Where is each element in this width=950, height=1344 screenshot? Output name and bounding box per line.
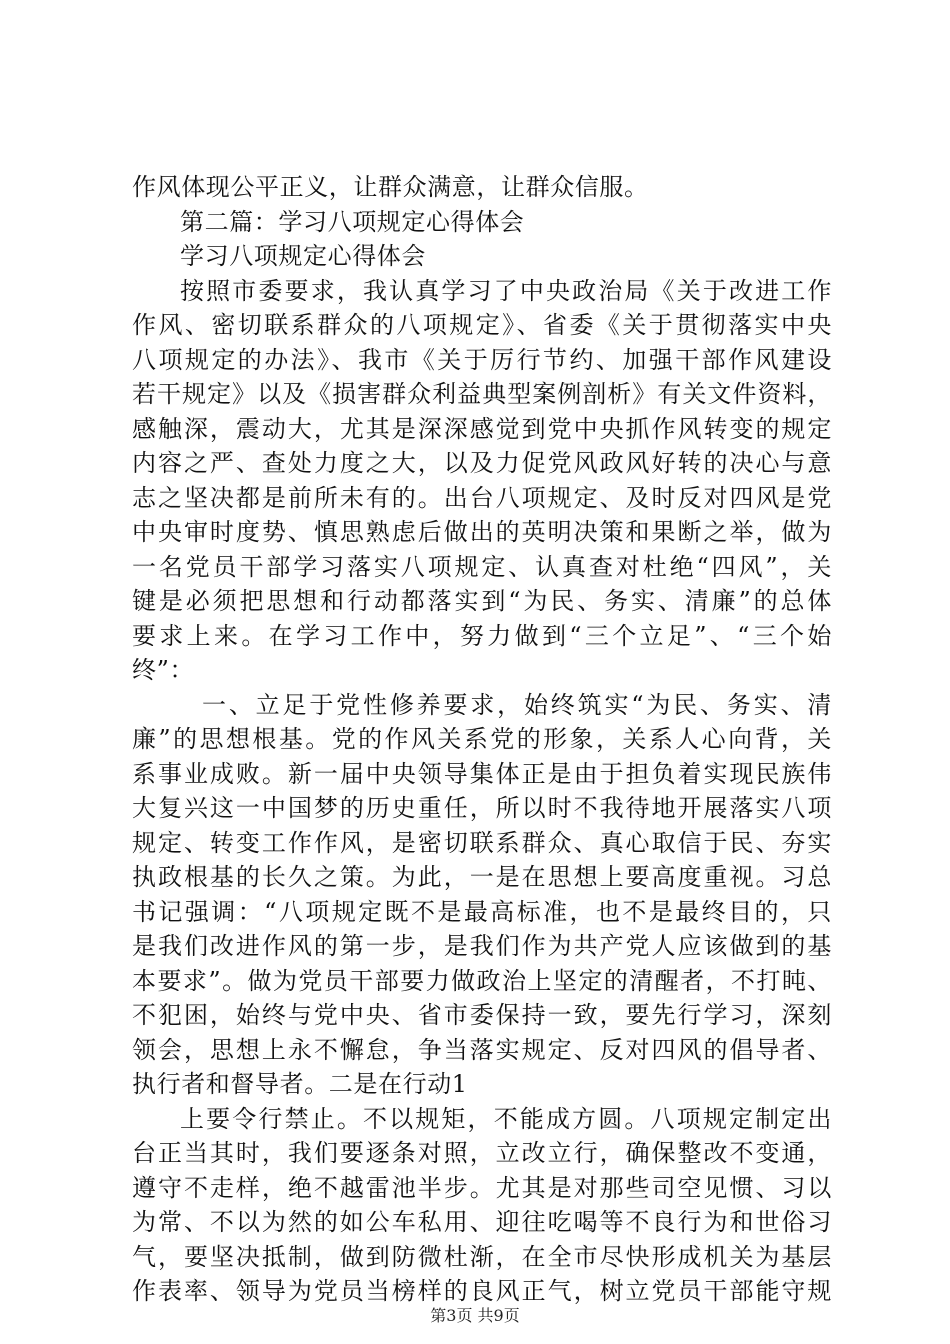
text-line: 一名党员干部学习落实八项规定、认真查对杜绝“四风”，关 — [132, 552, 832, 581]
document-body — [132, 170, 832, 1309]
text-line: 要求上来。在学习工作中，努力做到“三个立足”、“三个始 — [132, 621, 832, 650]
text-line: 规定、转变工作作风，是密切联系群众、真心取信于民、夯实 — [132, 828, 832, 857]
text-line: 上要令行禁止。不以规矩，不能成方圆。八项规定制定出 — [180, 1104, 832, 1133]
article-title: 学习八项规定心得体会 — [180, 242, 426, 270]
page-number: 第3页 共9页 — [430, 1306, 520, 1325]
text-line: 廉”的思想根基。党的作风关系党的形象，关系人心向背，关 — [132, 725, 832, 753]
section-heading: 第二篇：学习八项规定心得体会 — [180, 207, 525, 236]
text-line: 一、立足于党性修养要求，始终筑实“为民、务实、清 — [202, 690, 832, 719]
text-line: 气，要坚决抵制，做到防微杜渐，在全市尽快形成机关为基层 — [132, 1242, 832, 1271]
text-line: 本要求”。做为党员干部要力做政治上坚定的清醒者，不打盹、 — [132, 966, 832, 995]
text-line: 台正当其时，我们要逐条对照，立改立行，确保整改不变通， — [132, 1139, 832, 1167]
text-line: 志之坚决都是前所未有的。出台八项规定、及时反对四风是党 — [132, 483, 832, 512]
text-line: 键是必须把思想和行动都落实到“为民、务实、清廉”的总体 — [132, 587, 832, 615]
text-line: 为常、不以为然的如公车私用、迎往吃喝等不良行为和世俗习 — [132, 1208, 832, 1236]
text-line: 终”： — [132, 656, 195, 684]
text-line: 执行者和督导者。二是在行动1 — [132, 1070, 468, 1098]
text-line: 领会，思想上永不懈怠，争当落实规定、反对四风的倡导者、 — [132, 1035, 832, 1064]
text-line: 书记强调：“八项规定既不是最高标准，也不是最终目的，只 — [132, 897, 832, 926]
text-line: 作表率、领导为党员当榜样的良风正气，树立党员干部能守规 — [132, 1277, 832, 1305]
text-line: 系事业成败。新一届中央领导集体正是由于担负着实现民族伟 — [132, 759, 832, 788]
text-line: 遵守不走样，绝不越雷池半步。尤其是对那些司空见惯、习以 — [132, 1173, 832, 1202]
text-line: 大复兴这一中国梦的历史重任，所以时不我待地开展落实八项 — [132, 794, 832, 822]
text-line: 是我们改进作风的第一步，是我们作为共产党人应该做到的基 — [132, 932, 832, 960]
text-line: 八项规定的办法》、我市《关于厉行节约、加强干部作风建设 — [132, 345, 832, 374]
text-line: 若干规定》以及《损害群众利益典型案例剖析》有关文件资料， — [132, 380, 832, 408]
text-line: 感触深，震动大，尤其是深深感觉到党中央抓作风转变的规定 — [132, 414, 832, 443]
text-line: 作风体现公平正义，让群众满意，让群众信服。 — [132, 173, 649, 201]
text-line: 按照市委要求，我认真学习了中央政治局《关于改进工作 — [180, 276, 832, 305]
text-line: 内容之严、查处力度之大，以及力促党风政风好转的决心与意 — [132, 449, 832, 477]
text-line: 执政根基的长久之策。为此，一是在思想上要高度重视。习总 — [132, 863, 832, 891]
text-line: 作风、密切联系群众的八项规定》、省委《关于贯彻落实中央 — [132, 311, 832, 339]
text-line: 不犯困，始终与党中央、省市委保持一致，要先行学习，深刻 — [132, 1001, 832, 1029]
text-line: 中央审时度势、慎思熟虑后做出的英明决策和果断之举，做为 — [132, 518, 832, 546]
